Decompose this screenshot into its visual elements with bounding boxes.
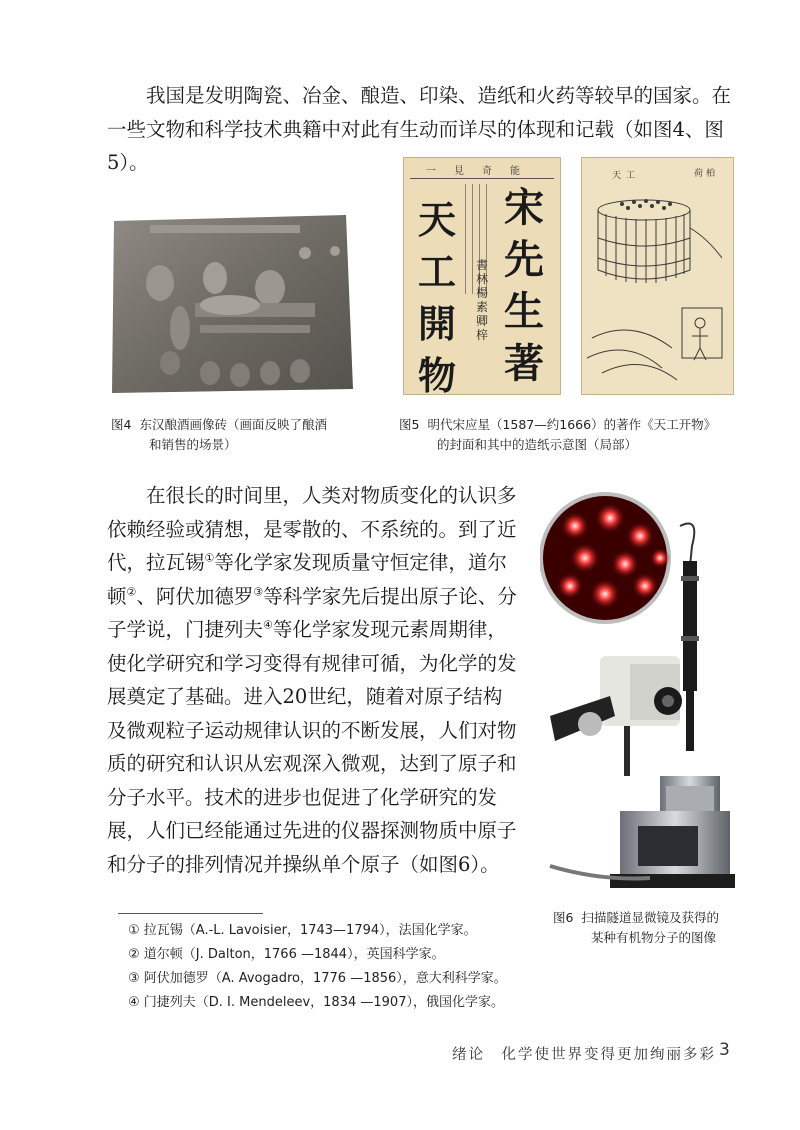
cover-header: 一見奇能 [426, 166, 538, 177]
figure4-brick-image [110, 213, 355, 395]
footnote-ref-3: ③ [253, 585, 264, 598]
svg-text:工: 工 [626, 171, 636, 181]
footnote-ref-1: ① [204, 551, 215, 565]
running-footer-title: 绪论 化学使世界变得更加绚丽多彩 [452, 1047, 716, 1063]
footnote-divider [118, 913, 263, 914]
cover-title: 天 工 開 物 [418, 197, 457, 398]
svg-text:荷: 荷 [694, 169, 704, 179]
cover-author: 宋 先 生 著 [504, 184, 544, 387]
body-paragraph: 在很长的时间里，人类对物质变化的认识多依赖经验或猜想，是零散的、不系统的。到了近代，拉瓦锡①等化学家发现质量守恒定律，道尔顿②、阿伏加德罗③等科学家先后提出原子论、分子学说，门捷列夫④等化学家发现元素周期律，使化学研究和学习变得有规律可循，为化学的发展奠定了基础。进入20世纪，随着对原子结构及微观粒子运动规律认识的不断发展，人们对物质的研究和认识从宏观深入微观，达到了原子和分子水平。技术的进步也促进了化学研究的发展，人们已经能通过先进的仪器探测物质中原子和分子的排列情况并操纵单个原子（如图6）。 [107, 484, 517, 876]
figure6-number: 图6 [553, 910, 574, 925]
footnote-ref-4: ④ [263, 618, 273, 632]
figure4-number: 图4 [111, 417, 132, 432]
footnote-ref-2: ② [126, 585, 137, 598]
figure5-papermaking-illustration [581, 157, 734, 395]
figure5-number: 图5 [399, 417, 420, 432]
svg-text:柏: 柏 [706, 169, 716, 179]
figure6-stm-image [540, 486, 735, 896]
figure6-caption: 图6 扫描隧道显微镜及获得的 某种有机物分子的图像 [553, 910, 719, 945]
figure5-caption: 图5 明代宋应星（1587—约1666）的著作《天工开物》 的封面和其中的造纸示意图（局部） [399, 417, 717, 452]
footnote-2: ② 道尔顿（J. Dalton，1766 —1844），英国科学家。 [128, 947, 445, 962]
footnote-4: ④ 门捷列夫（D. I. Mendeleev，1834 —1907），俄国化学家。 [128, 995, 504, 1010]
svg-text:天: 天 [612, 171, 622, 181]
footnote-3: ③ 阿伏加德罗（A. Avogadro，1776 —1856），意大利科学家。 [128, 971, 507, 986]
figure4-caption: 图4 东汉酿酒画像砖（画面反映了酿酒 和销售的场景） [111, 417, 327, 452]
intro-paragraph: 我国是发明陶瓷、冶金、酿造、印染、造纸和火药等较早的国家。在一些文物和科学技术典籍中对此有生动而详尽的体现和记载（如图4、图5）。 [107, 84, 732, 174]
page-number: 3 [719, 1040, 730, 1060]
cover-publisher: 書林楊素卿梓 [476, 258, 489, 342]
footnote-1: ① 拉瓦锡（A.-L. Lavoisier，1743—1794），法国化学家。 [128, 923, 477, 938]
figure5-book-cover-image [403, 157, 561, 398]
